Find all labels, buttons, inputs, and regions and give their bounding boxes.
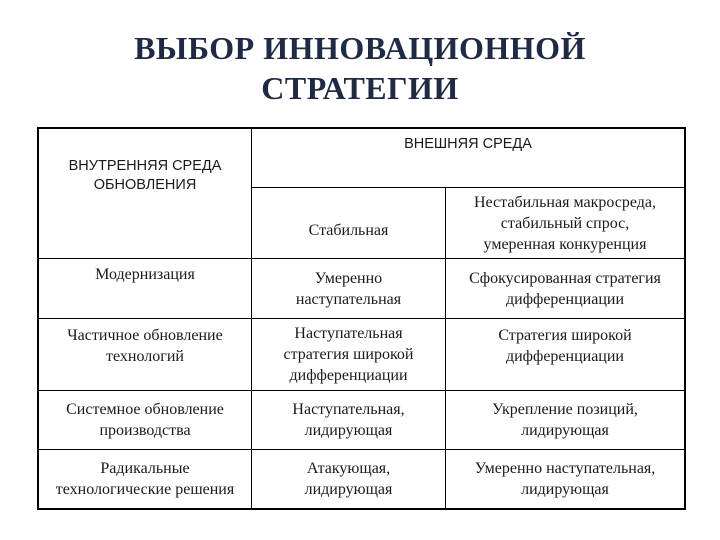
slide-title-line-1: ВЫБОР ИННОВАЦИОННОЙ [134,30,586,66]
row-2-unstable: Стратегия широкой дифференциации [498,327,632,365]
row-1-stable: Умеренно наступательная [295,269,402,308]
row-4-label: Радикальные технологические решения [55,460,235,498]
row-2-stable: Наступательная стратегия широкой дифференциации [283,325,414,384]
row-2-label: Частичное обновление технологий [67,327,223,365]
row-3-unstable: Укрепление позиций, лидирующая [492,401,638,439]
row-4-stable: Атакующая, лидирующая [304,460,393,498]
internal-environment-header: ВНУТРЕННЯЯ СРЕДА ОБНОВЛЕНИЯ [68,158,222,193]
row-1-unstable: Сфокусированная стратегия дифференциации [469,269,661,308]
row-3-label: Системное обновление производства [66,401,224,439]
column-header-unstable: Нестабильная макросреда, стабильный спрос, умеренная конкуренция [474,193,656,253]
row-4-unstable: Умеренно наступательная, лидирующая [474,460,656,498]
table-border-bottom [37,508,686,510]
external-environment-header: ВНЕШНЯЯ СРЕДА [404,135,532,152]
row-3-stable: Наступательная, лидирующая [292,401,405,439]
column-header-stable: Стабильная [308,221,389,239]
slide-title-line-2: СТРАТЕГИИ [261,70,459,106]
row-1-label: Модернизация [95,265,195,283]
